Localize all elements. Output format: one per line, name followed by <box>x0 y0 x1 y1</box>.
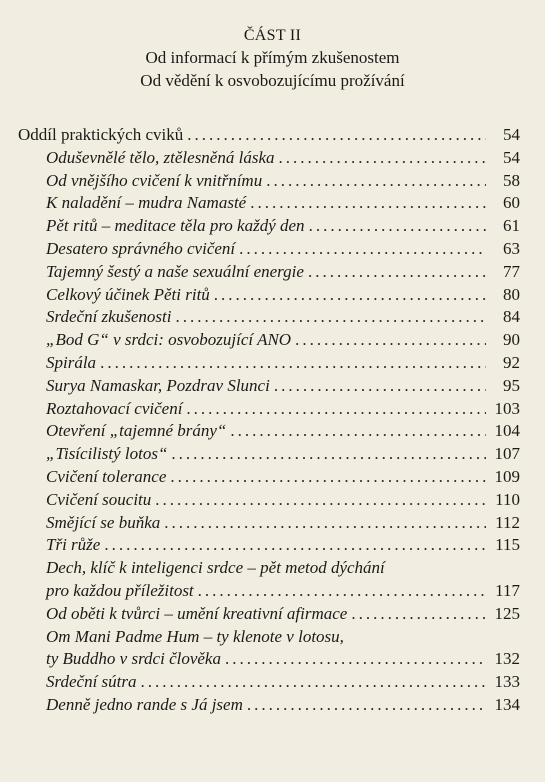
toc-page-number: 134 <box>494 694 520 714</box>
toc-entry-title: pro každou příležitost <box>46 580 194 600</box>
toc-entry <box>46 375 520 398</box>
toc-page-number: 103 <box>494 398 520 418</box>
toc-entry <box>18 124 520 147</box>
dot-leader <box>295 329 486 352</box>
dot-leader <box>214 284 486 307</box>
toc-entry-row <box>46 147 520 170</box>
dot-leader <box>104 534 486 557</box>
toc-page-number: 107 <box>494 444 520 464</box>
toc-entry <box>46 238 520 261</box>
toc-page-number: 77 <box>503 261 520 281</box>
toc-entry-title: Otevření „tajemné brány“ <box>46 421 227 441</box>
dot-leader <box>170 466 486 489</box>
section-subtitle-line-2: Od vědění k osvobozujícímu prožívání <box>140 71 405 90</box>
toc-entry <box>46 352 520 375</box>
toc-entry-row <box>46 192 520 215</box>
toc-entry <box>46 420 520 443</box>
toc-page-number: 61 <box>503 216 520 236</box>
toc-entry-row <box>46 352 520 375</box>
toc-entry <box>46 512 520 535</box>
section-subtitle-line-1: Od informací k přímým zkušenostem <box>145 48 400 67</box>
toc-entry <box>46 626 520 672</box>
toc-entry-row <box>46 603 520 626</box>
toc-page-number: 90 <box>503 330 520 350</box>
dot-leader <box>187 124 486 147</box>
toc-entry <box>46 147 520 170</box>
dot-leader <box>351 603 486 626</box>
toc-entry-title: Spirála <box>46 352 97 372</box>
toc-entry-row <box>46 534 520 557</box>
toc-entry <box>46 215 520 238</box>
toc-entry-title: Oduševnělé tělo, ztělesněná láska <box>46 147 275 167</box>
toc-page-number: 84 <box>503 307 520 327</box>
dot-leader <box>225 648 486 671</box>
toc-page-number: 115 <box>495 535 520 555</box>
toc-entry-title: Roztahovací cvičení <box>46 398 183 418</box>
toc-entry-row <box>46 306 520 329</box>
toc-page-number: 109 <box>494 466 520 486</box>
dot-leader <box>164 512 486 535</box>
dot-leader <box>141 671 486 694</box>
toc-entry-row <box>46 329 520 352</box>
toc-entry-row <box>46 398 520 421</box>
toc-entry-title: Od vnějšího cvičení k vnitřnímu <box>46 170 263 190</box>
toc-entry <box>46 170 520 193</box>
dot-leader <box>171 443 486 466</box>
toc-entry-title: Om Mani Padme Hum – ty klenote v lotosu, <box>46 626 344 646</box>
toc-page-number: 133 <box>494 672 520 692</box>
toc-entry-title: Tři růže <box>46 535 101 555</box>
toc-page-number: 112 <box>495 512 520 532</box>
dot-leader <box>230 420 486 443</box>
toc-page-number: 80 <box>503 284 520 304</box>
toc-page-number: 60 <box>503 193 520 213</box>
toc-entry-title: Srdeční zkušenosti <box>46 307 172 327</box>
toc-entry-title: Od oběti k tvůrci – umění kreativní afirmace <box>46 603 348 623</box>
dot-leader <box>239 238 486 261</box>
toc-entry-row <box>46 443 520 466</box>
toc-page-number: 54 <box>503 147 520 167</box>
dot-leader <box>247 694 486 717</box>
toc-entry-row <box>46 261 520 284</box>
dot-leader <box>274 375 486 398</box>
toc-entry <box>46 671 520 694</box>
dot-leader <box>308 261 486 284</box>
section-header <box>0 26 545 92</box>
toc-entry-row <box>46 215 520 238</box>
dot-leader <box>279 147 487 170</box>
dot-leader <box>250 192 486 215</box>
toc-entry-title: „Bod G“ v srdci: osvobozující ANO <box>46 330 292 350</box>
toc-entry-row <box>18 124 520 147</box>
toc-entry <box>46 306 520 329</box>
table-of-contents <box>18 124 520 717</box>
toc-entry-row <box>46 420 520 443</box>
dot-leader <box>155 489 486 512</box>
toc-page-number: 132 <box>494 649 520 669</box>
toc-entry-row <box>46 671 520 694</box>
toc-entry-title: Denně jedno rande s Já jsem <box>46 694 243 714</box>
toc-entry-row <box>46 489 520 512</box>
toc-page-number: 58 <box>503 170 520 190</box>
toc-entry <box>46 489 520 512</box>
toc-entry-row <box>46 512 520 535</box>
toc-page-number: 125 <box>494 603 520 623</box>
toc-page-number: 117 <box>495 580 520 600</box>
toc-entry-title: Dech, klíč k inteligenci srdce – pět metod dýchání <box>46 558 385 578</box>
toc-page-number: 92 <box>503 352 520 372</box>
toc-entry <box>46 603 520 626</box>
toc-entry-title: Surya Namaskar, Pozdrav Slunci <box>46 375 270 395</box>
toc-page-number: 63 <box>503 238 520 258</box>
toc-entry-title: K naladění – mudra Namasté <box>46 193 247 213</box>
toc-entry <box>46 398 520 421</box>
toc-entry-row <box>46 284 520 307</box>
toc-page-number: 104 <box>494 421 520 441</box>
dot-leader <box>266 170 486 193</box>
dot-leader <box>198 580 486 603</box>
toc-entry-title: Celkový účinek Pěti ritů <box>46 284 210 304</box>
dot-leader <box>186 398 486 421</box>
toc-entry-title: Smějící se buňka <box>46 512 161 532</box>
toc-entry-row <box>46 466 520 489</box>
toc-entry <box>46 192 520 215</box>
toc-entry-title: ty Buddho v srdci člověka <box>46 649 221 669</box>
toc-entry-title: Oddíl praktických cviků <box>18 125 184 144</box>
dot-leader <box>100 352 486 375</box>
toc-entry-row <box>46 648 520 671</box>
toc-entry-row <box>46 375 520 398</box>
toc-entry <box>46 284 520 307</box>
toc-page-number: 95 <box>503 375 520 395</box>
toc-entry-title: Srdeční sútra <box>46 672 137 692</box>
dot-leader <box>175 306 486 329</box>
toc-entry-title: Cvičení tolerance <box>46 466 167 486</box>
toc-entry <box>46 329 520 352</box>
toc-page-number: 110 <box>495 489 520 509</box>
toc-entry-title: Pět ritů – meditace těla pro každý den <box>46 216 305 236</box>
part-heading: ČÁST II <box>243 27 302 44</box>
toc-entry <box>46 694 520 717</box>
toc-entry-title: „Tisícilistý lotos“ <box>46 444 168 464</box>
toc-entry <box>46 557 520 603</box>
toc-entry <box>46 534 520 557</box>
toc-entry-row <box>46 580 520 603</box>
toc-entry-title: Desatero správného cvičení <box>46 238 236 258</box>
toc-entry <box>46 466 520 489</box>
toc-entry-row <box>46 238 520 261</box>
toc-entry-row <box>46 170 520 193</box>
toc-entry <box>46 443 520 466</box>
toc-page-number: 54 <box>503 125 520 144</box>
dot-leader <box>309 215 486 238</box>
toc-entry <box>46 261 520 284</box>
toc-entry-row <box>46 694 520 717</box>
toc-entry-title: Cvičení soucitu <box>46 489 152 509</box>
toc-entry-title: Tajemný šestý a naše sexuální energie <box>46 261 304 281</box>
